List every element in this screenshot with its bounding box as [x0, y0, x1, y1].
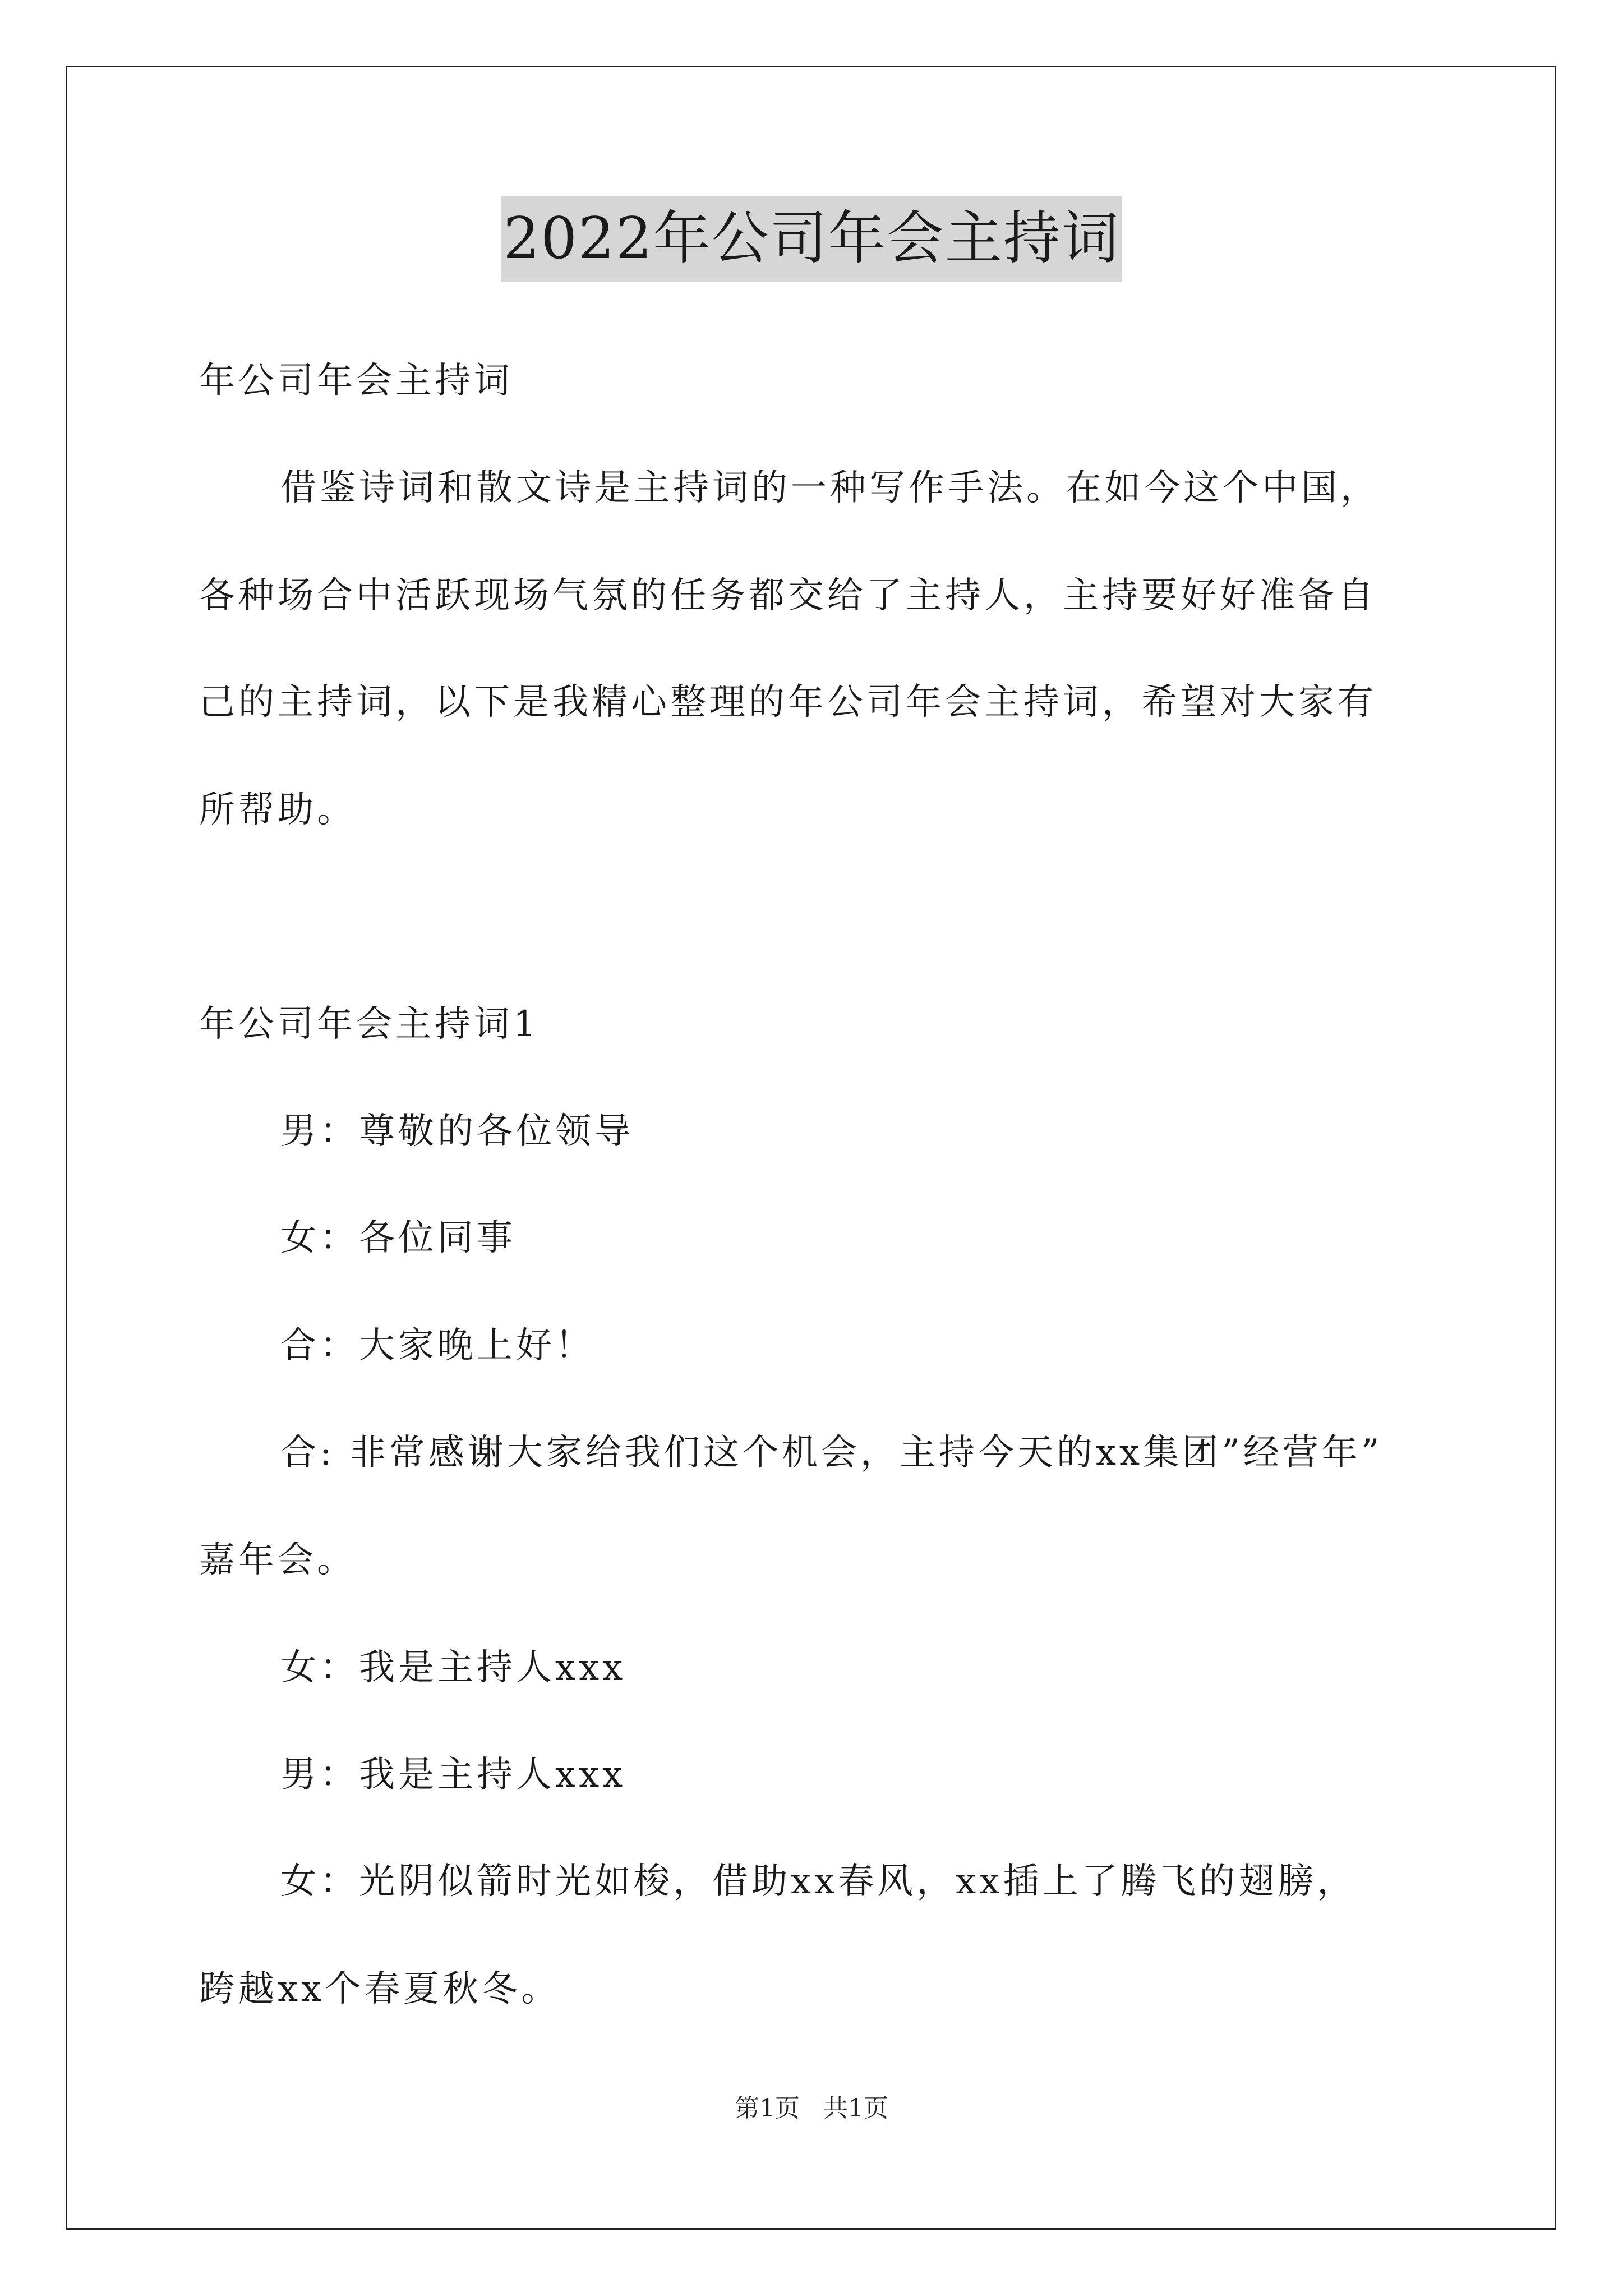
- dialogue-line: 男：尊敬的各位领导: [280, 1111, 634, 1152]
- dialogue-line: 女：各位同事: [280, 1217, 516, 1259]
- dialogue-line: 女：我是主持人xxx: [280, 1647, 626, 1688]
- section-heading: 年公司年会主持词1: [199, 1004, 540, 1045]
- dialogue-line: 合：大家晚上好！: [280, 1325, 594, 1366]
- dialogue-line: 跨越xx个春夏秋冬。: [199, 1968, 561, 2010]
- document-title: 2022年公司年会主持词: [501, 196, 1122, 282]
- dialogue-line: 男：我是主持人xxx: [280, 1754, 626, 1796]
- title-container: [0, 196, 1623, 282]
- section-heading: 年公司年会主持词: [199, 360, 513, 402]
- paragraph-line: 所帮助。: [199, 789, 356, 831]
- dialogue-line: 女：光阴似箭时光如梭，借助xx春风，xx插上了腾飞的翅膀，: [280, 1861, 1357, 1902]
- paragraph-line: 借鉴诗词和散文诗是主持词的一种写作手法。在如今这个中国，: [280, 467, 1380, 509]
- dialogue-line: 合: 非常感谢大家给我们这个机会，主持今天的xx集团”经营年”: [280, 1432, 1383, 1474]
- paragraph-line: 己的主持词，以下是我精心整理的年公司年会主持词，希望对大家有: [199, 682, 1377, 723]
- paragraph-line: 各种场合中活跃现场气氛的任务都交给了主持人，主持要好好准备自: [199, 575, 1377, 616]
- page-footer: 第1页 共1页: [735, 2094, 888, 2123]
- dialogue-line: 嘉年会。: [199, 1539, 356, 1581]
